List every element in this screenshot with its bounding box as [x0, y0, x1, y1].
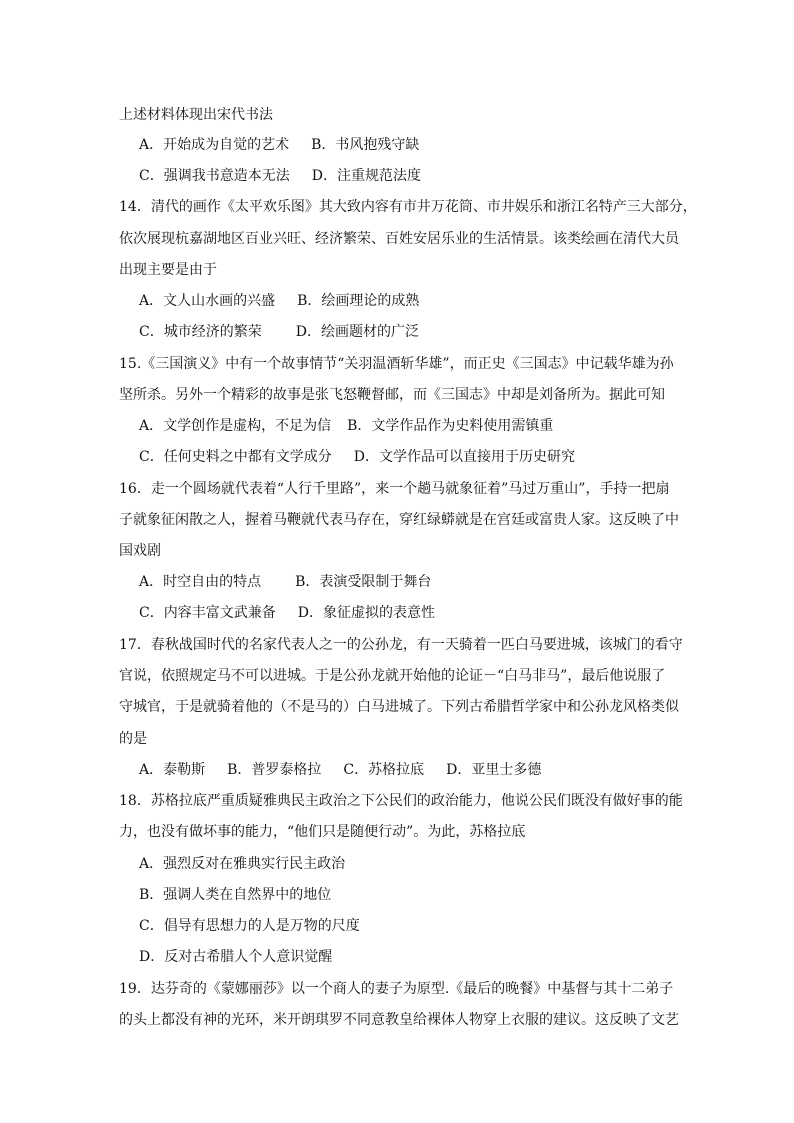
q13-option-d: D．注重规范法度	[311, 168, 421, 184]
q15-stem-line-2: 坚所杀。另外一个精彩的故事是张飞怒鞭督邮，而《三国志》中却是刘备所为。据此可知	[119, 387, 665, 403]
q18-option-a: A．强烈反对在雅典实行民主政治	[139, 856, 346, 872]
q14-options-row-2	[139, 322, 419, 342]
q17-option-d: D．亚里士多德	[446, 762, 542, 778]
q17-stem-line-4: 的是	[119, 731, 147, 747]
q18-option-b: B．强调人类在自然界中的地位	[139, 887, 332, 903]
q17-option-c: C．苏格拉底	[343, 762, 425, 778]
q18-stem-line-2: 力，也没有做坏事的能力，“他们只是随便行动”。为此，苏格拉底	[119, 824, 526, 840]
q19-stem-line-2: 的头上都没有神的光环，米开朗琪罗不同意教皇给裸体人物穿上衣服的建议。这反映了文艺	[119, 1012, 679, 1028]
q13-option-c: C．强调我书意造本无法	[139, 168, 290, 184]
q16-stem-line-2: 子就象征闲散之人，握着马鞭就代表马存在，穿红绿蟒就是在宫廷或富贵人家。这反映了中	[119, 512, 679, 528]
q17-stem-line-3: 守城官，于是就骑着他的（不是马的）白马进城了。下列古希腊哲学家中和公孙龙风格类似	[119, 699, 679, 715]
q18-option-d: D．反对古希腊人个人意识觉醒	[139, 949, 333, 965]
q13-options-row-1	[139, 135, 419, 155]
q13-options-row-2	[139, 166, 421, 186]
q14-stem-line-1: 14．清代的画作《太平欢乐图》其大致内容有市井万花筒、市井娱乐和浙江名特产三大部分，	[119, 199, 697, 215]
q16-stem-line-1: 16．走一个圆场就代表着“人行千里路”，来一个趟马就象征着”马过万重山”，手持一把扇	[119, 481, 670, 497]
q15-option-c: C．任何史料之中都有文学成分	[139, 449, 332, 465]
q15-option-a: A．文学创作是虚构，不足为信	[139, 418, 332, 434]
q14-option-c: C．城市经济的繁荣	[139, 324, 262, 340]
q14-stem-line-2: 依次展现杭嘉湖地区百业兴旺、经济繁荣、百姓安居乐业的生活情景。该类绘画在清代大员	[119, 231, 679, 247]
q18-stem-line-1: 18．苏格拉底严重质疑雅典民主政治之下公民们的政治能力，他说公民们既没有做好事的能	[119, 793, 683, 809]
q14-options-row-1	[139, 291, 419, 311]
q13-stem-tail: 上述材料体现出宋代书法	[119, 107, 273, 123]
q17-stem-line-1: 17．春秋战国时代的名家代表人之一的公孙龙，有一天骑着一匹白马要进城，该城门的看守	[119, 637, 683, 653]
q15-option-b: B．文学作品作为史料使用需镇重	[347, 418, 554, 434]
q14-stem-line-3: 出现主要是由于	[119, 262, 217, 278]
q16-options-row-1	[139, 572, 431, 592]
q17-option-a: A．泰勒斯	[139, 762, 206, 778]
q19-stem-line-1: 19．达芬奇的《蒙娜丽莎》以一个商人的妻子为原型.《最后的晚餐》中基督与其十二弟子	[119, 981, 674, 997]
q18-option-c: C．倡导有思想力的人是万物的尺度	[139, 918, 360, 934]
q14-option-d: D．绘画题材的广泛	[295, 324, 419, 340]
q15-options-row-2	[139, 447, 575, 467]
q13-option-a: A．开始成为自觉的艺术	[139, 137, 290, 153]
q15-stem-line-1: 15.《三国演义》中有一个故事情节“关羽温酒斩华雄”，而正史《三国志》中记载华雄为孙	[119, 356, 674, 372]
q14-option-a: A．文人山水画的兴盛	[139, 293, 276, 309]
q16-options-row-2	[139, 603, 435, 623]
q17-stem-line-2: 官说，依照规定马不可以进城。于是公孙龙就开始他的论证－“白马非马”，最后他说服了	[119, 668, 666, 684]
q13-option-b: B．书风抱残守缺	[311, 137, 420, 153]
q14-option-b: B．绘画理论的成熟	[297, 293, 420, 309]
q16-stem-line-3: 国戏剧	[119, 543, 161, 559]
q17-option-b: B．普罗泰格拉	[227, 762, 322, 778]
q16-option-b: B．表演受限制于舞台	[295, 574, 432, 590]
q16-option-c: C．内容丰富文武兼备	[139, 605, 276, 621]
q15-options-row-1	[139, 416, 553, 436]
q16-option-a: A．时空自由的特点	[139, 574, 262, 590]
q15-option-d: D．文学作品可以直接用于历史研究	[353, 449, 575, 465]
q16-option-d: D．象征虚拟的表意性	[297, 605, 435, 621]
q17-options-row	[139, 760, 541, 780]
